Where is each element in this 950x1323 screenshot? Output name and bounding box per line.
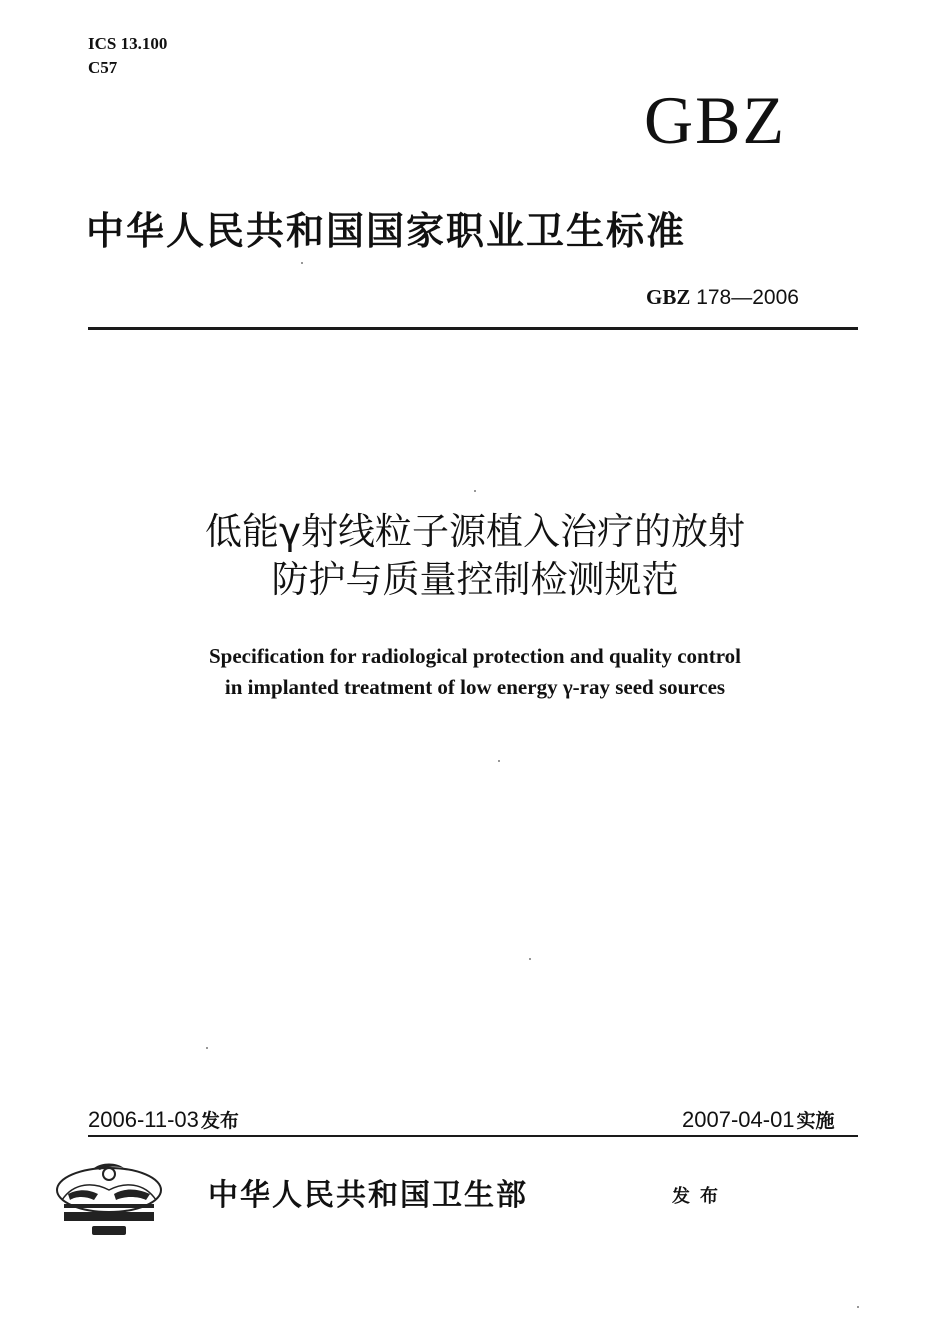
scan-speck [857,1306,859,1308]
implementation-date-label: 实施 [796,1110,835,1132]
top-divider [88,327,858,330]
implementation-date-value: 2007-04-01 [682,1107,795,1132]
publisher-logo [54,1160,164,1242]
bottom-divider [88,1135,858,1137]
issue-date [88,1106,239,1135]
title-en-line2: in implanted treatment of low energy γ-ray seed sources [224,675,726,699]
scan-speck [529,958,531,960]
publish-label: 发布 [672,1186,728,1207]
ccs-code: C57 [88,58,118,77]
scan-speck [474,490,476,492]
standard-number [646,284,799,311]
standard-number-prefix: GBZ [646,285,691,309]
publisher-name: 中华人民共和国卫生部 [208,1178,528,1213]
scan-speck [498,760,500,762]
ics-code: ICS 13.100 [88,34,168,53]
standard-number-value: 178—2006 [696,286,799,309]
scan-speck [301,262,303,264]
implementation-date [682,1106,835,1135]
title-cn-line1: 低能γ射线粒子源植入治疗的放射 [205,510,745,553]
title-en-line1: Specification for radiological protection and quality control [209,644,741,668]
issue-date-value: 2006-11-03 [88,1107,199,1132]
issue-date-label: 发布 [200,1110,239,1132]
standard-mark: GBZ [644,82,786,158]
standard-category: 中华人民共和国国家职业卫生标准 [86,209,687,253]
scan-speck [206,1047,208,1049]
title-cn-line2: 防护与质量控制检测规范 [271,558,679,601]
